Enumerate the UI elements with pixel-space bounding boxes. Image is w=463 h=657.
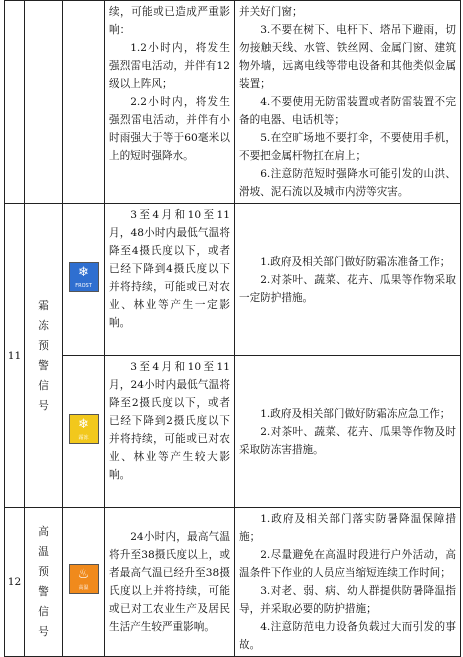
signal-name-heat (25, 508, 63, 657)
row-number-11: 11 (5, 204, 25, 508)
name-cell-empty (25, 1, 63, 204)
icon-cell (63, 204, 105, 356)
guide-paragraph: 5.在空旷场地不要打伞，不要使用手机，不要把金属杆物扛在肩上； (239, 132, 456, 162)
condition-paragraph: 续，可能或已造成严重影响： (109, 6, 230, 36)
signal-name-char: 冻 (38, 319, 49, 332)
condition-paragraph: 3至4月和10至11月，24小时内最低气温将降至2摄氏度以下，或者已经下降到2摄氏度以下并将持续，可能或已对农业、林业等产生较大影响。 (109, 361, 230, 481)
condition-cell (105, 508, 235, 657)
guide-paragraph: 1.政府及相关部门做好防霜冻准备工作； (260, 255, 451, 268)
icon-symbol: ♨ (77, 567, 90, 582)
guide-paragraph: 4.不要使用无防雷装置或者防雷装置不完备的电器、电话机等； (239, 96, 456, 126)
number-cell-empty (5, 1, 25, 204)
signal-name-char: 预 (38, 339, 49, 352)
signal-name-char: 预 (38, 566, 49, 578)
signal-name-char: 号 (38, 399, 49, 412)
guide-paragraph: 4.注意防范电力设备负载过大而引发的事故。 (239, 621, 456, 651)
guide-cell (235, 508, 461, 657)
condition-paragraph: 24小时内，最高气温将升至38摄氏度以上，或者最高气温已经升至38摄氏度以上并将持续，可能或已对工农业生产及居民生活产生较严重影响。 (109, 531, 230, 633)
guide-cell (235, 204, 461, 356)
guide-paragraph: 1.政府及相关部门落实防暑降温保障措施； (239, 513, 456, 543)
guide-paragraph: 并关好门窗； (239, 6, 303, 18)
table-row-frost-blue (5, 204, 461, 356)
condition-paragraph: 3至4月和10至11月，48小时内最低气温将降至4摄氏度以下，或者已经下降到4摄氏度以下并将持续，可能或已对农业、林业等产生一定影响。 (109, 209, 230, 329)
condition-paragraph: 2.2小时内，将发生强烈雷电活动，并伴有小时雨强大于等于60毫米以上的短时强降水。 (109, 96, 230, 162)
guide-paragraph: 3.不要在树下、电杆下、塔吊下避雨，切勿接触天线、水管、铁丝网、金属门窗、建筑物外墙，远离电线等带电设备和其他类似金属装置； (239, 24, 456, 90)
icon-symbol: ❄ (78, 264, 89, 280)
signal-name-char: 号 (38, 626, 49, 638)
icon-cell (63, 508, 105, 657)
table-row-heat-orange (5, 508, 461, 657)
signal-name-char: 信 (38, 606, 49, 618)
guide-paragraph: 2.对茶叶、蔬菜、花卉、瓜果等作物采取一定防护措施。 (239, 273, 456, 304)
guide-paragraph: 2.尽量避免在高温时段进行户外活动，高温条件下作业的人员应当缩短连续工作时间； (239, 549, 456, 579)
guide-cell (235, 356, 461, 508)
signal-name-char: 高 (38, 526, 49, 538)
frost-blue-icon (69, 262, 99, 292)
guide-paragraph: 1.政府及相关部门做好防霜冻应急工作； (260, 407, 451, 420)
guide-cell (235, 1, 461, 204)
condition-cell (105, 356, 235, 508)
table-row-frost-yellow (5, 356, 461, 508)
warning-signal-table (4, 0, 461, 657)
heat-orange-icon (69, 564, 99, 594)
signal-name-frost (25, 204, 63, 508)
signal-name-char: 信 (38, 379, 49, 392)
frost-yellow-icon (69, 414, 99, 444)
signal-name-char: 警 (38, 359, 49, 372)
icon-cell-empty (63, 1, 105, 204)
icon-caption: 霜冻 (78, 434, 89, 441)
signal-name-char: 温 (38, 546, 49, 558)
signal-name-char: 警 (38, 586, 49, 598)
icon-caption: FROST (75, 282, 92, 289)
guide-paragraph: 3.对老、弱、病、幼人群提供防暑降温指导，并采取必要的防护措施； (239, 585, 456, 615)
icon-caption: 高温 (78, 585, 89, 591)
guide-paragraph: 6.注意防范短时强降水可能引发的山洪、滑坡、泥石流以及城市内涝等灾害。 (239, 168, 456, 198)
icon-cell (63, 356, 105, 508)
row-number-12: 12 (5, 508, 25, 657)
condition-paragraph: 1.2小时内，将发生强烈雷电活动，并伴有12级以上阵风； (109, 42, 230, 90)
condition-cell (105, 204, 235, 356)
icon-symbol: ❄ (78, 416, 89, 432)
condition-cell (105, 1, 235, 204)
table-row-thunder-continued (5, 1, 461, 204)
guide-paragraph: 2.对茶叶、蔬菜、花卉、瓜果等作物及时采取防冻害措施。 (239, 425, 456, 456)
signal-name-char: 霜 (38, 299, 49, 312)
